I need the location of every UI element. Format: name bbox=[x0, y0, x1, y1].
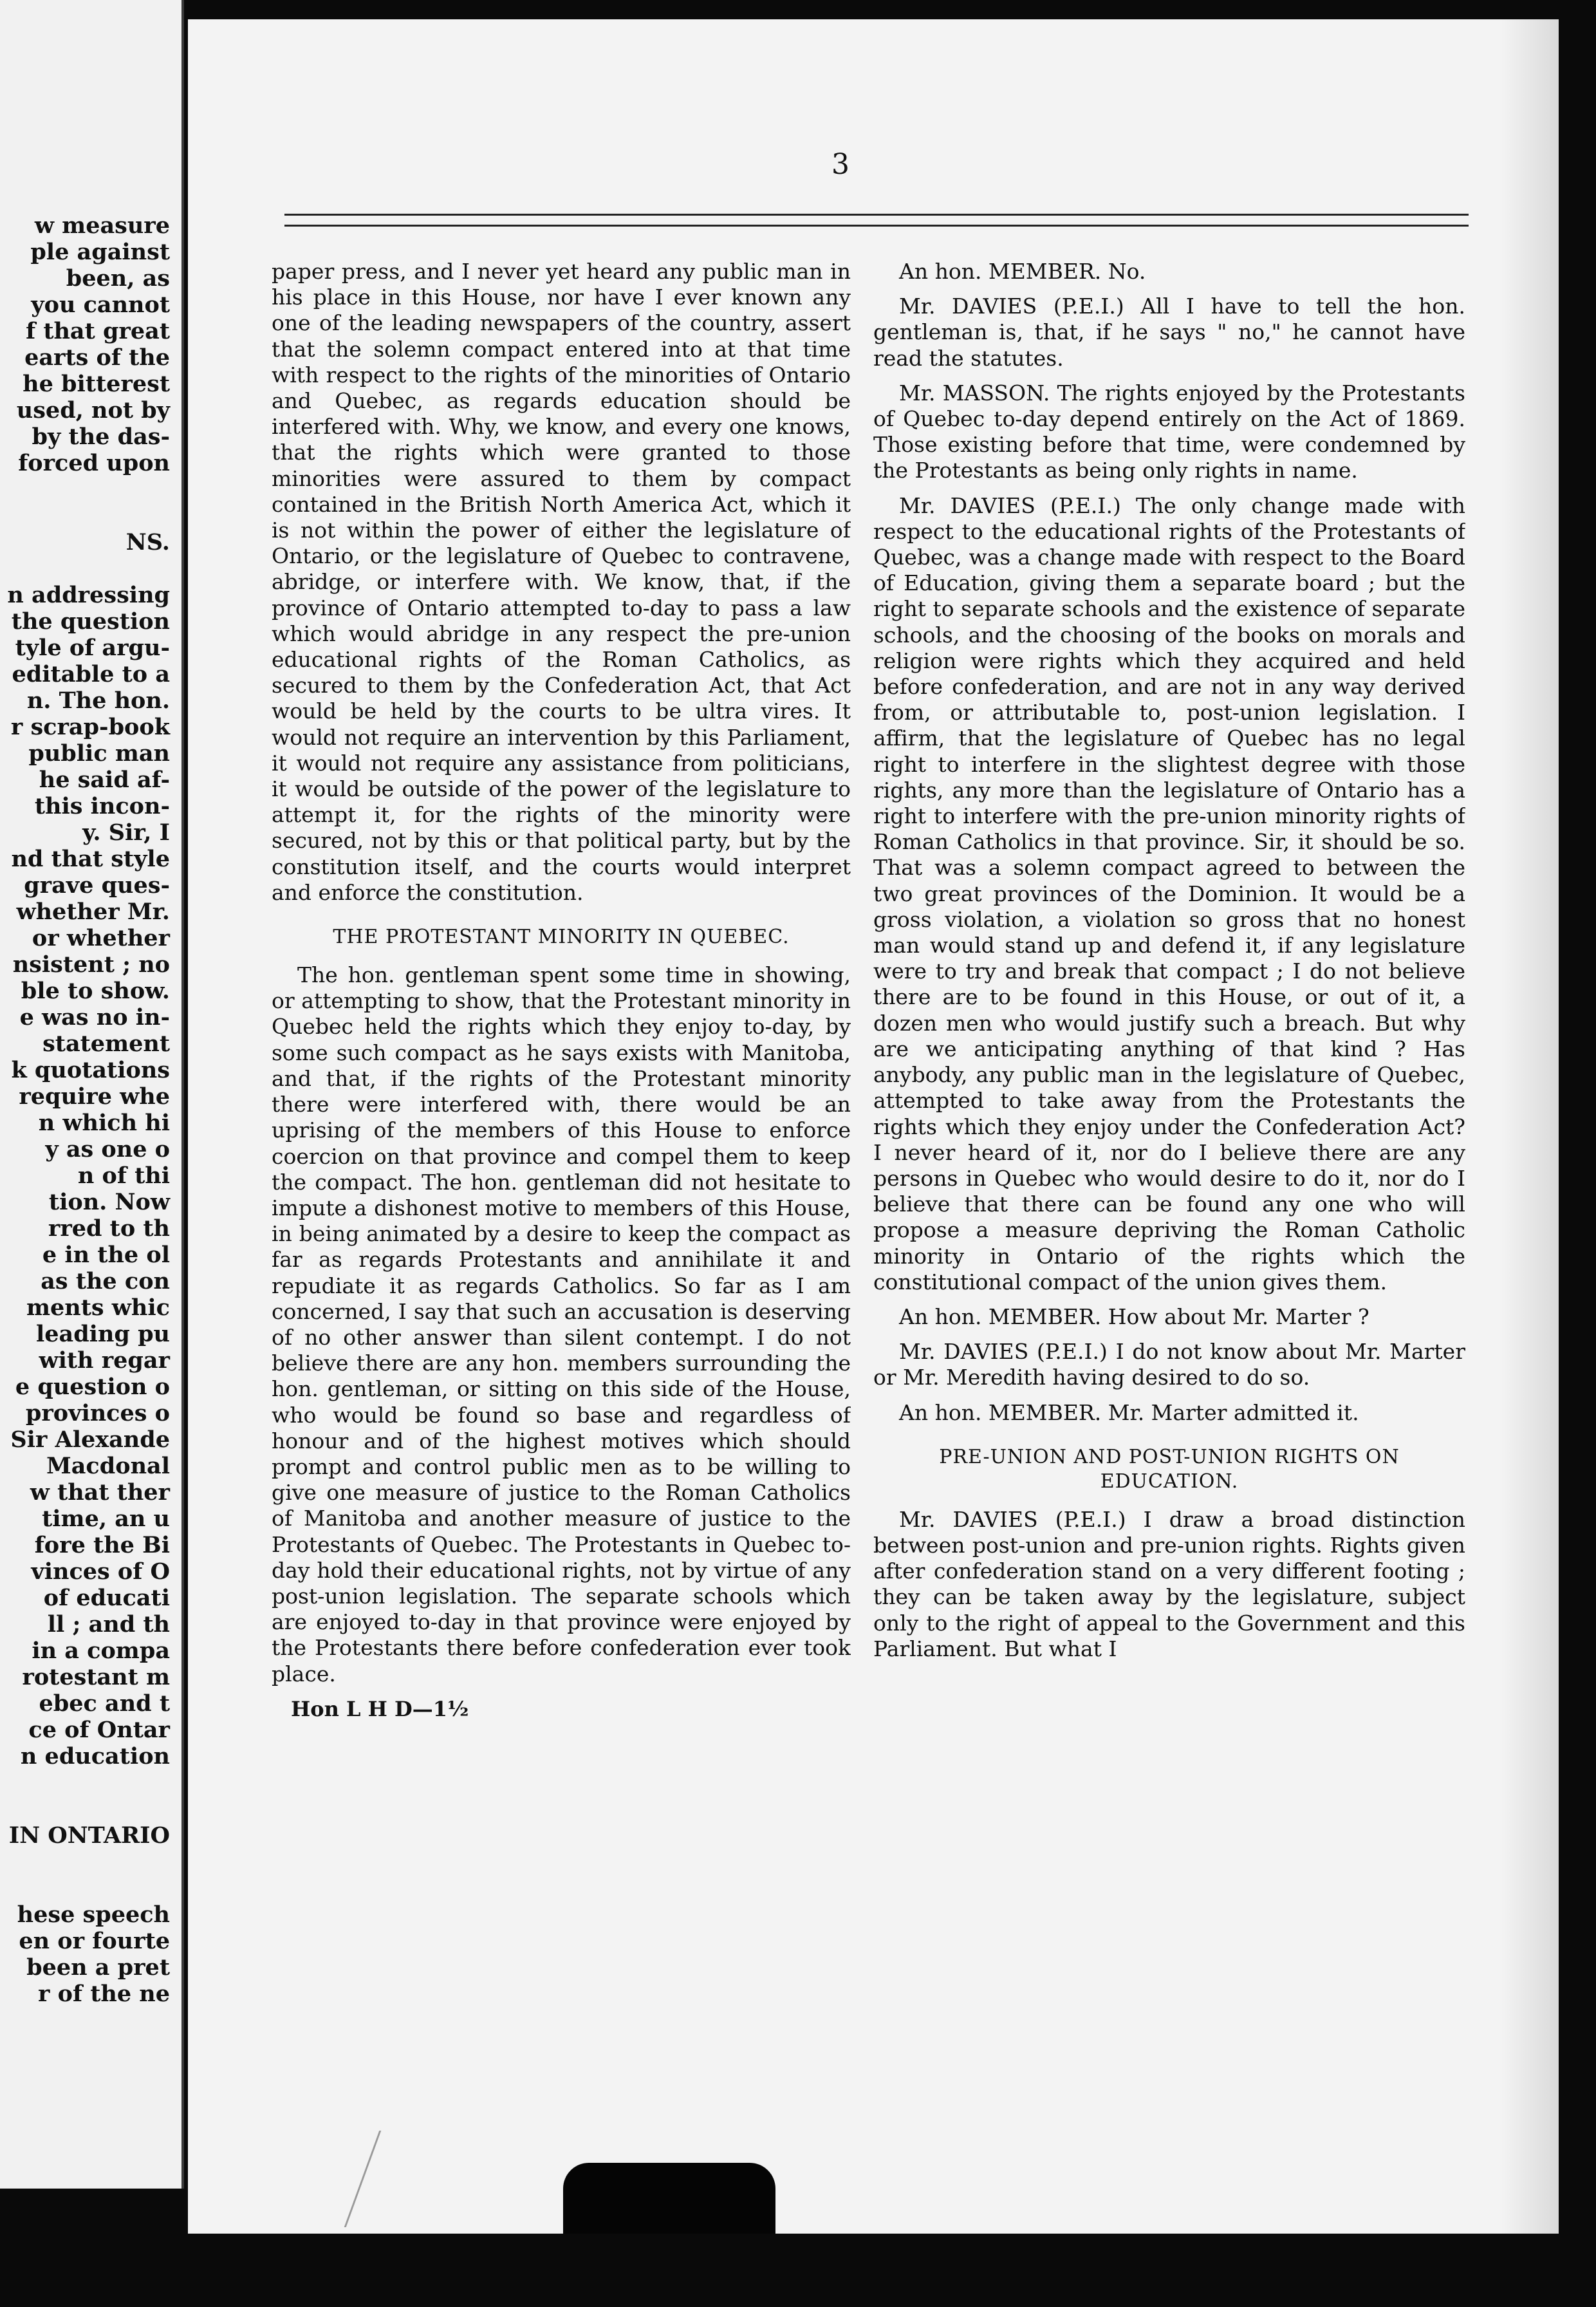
text-fragment: e was no in- bbox=[19, 1004, 170, 1031]
text-fragment: grave ques- bbox=[24, 872, 170, 899]
previous-page-strip bbox=[0, 0, 184, 2189]
page-number: 3 bbox=[831, 148, 849, 181]
section-heading: THE PROTESTANT MINORITY IN QUEBEC. bbox=[333, 926, 790, 949]
text-fragment: tion. Now bbox=[48, 1189, 170, 1215]
text-fragment: n of thi bbox=[77, 1163, 170, 1189]
text-fragment: time, an u bbox=[42, 1506, 170, 1532]
text-fragment: forced upon bbox=[18, 450, 170, 476]
text-fragment bbox=[0, 1875, 170, 1901]
right-column bbox=[873, 259, 1465, 2074]
paragraph: An hon. MEMBER. No. bbox=[899, 259, 1146, 284]
paragraph: Mr. MASSON. The rights enjoyed by the Protestants of Quebec to-day depend entirely on the Act of 1869. Those existing before that time, were condemned by the Protestants as being only rights in name. bbox=[873, 380, 1465, 483]
text-fragment: as the con bbox=[41, 1268, 170, 1294]
paragraph: Mr. DAVIES (P.E.I.) I do not know about Mr. Marter or Mr. Meredith having desired to do so. bbox=[873, 1339, 1465, 1390]
text-fragment: ments whic bbox=[26, 1294, 170, 1321]
text-fragment: ple against bbox=[30, 239, 170, 265]
scan-blot bbox=[563, 2163, 775, 2234]
text-fragment: Sir Alexande bbox=[10, 1426, 170, 1453]
text-fragment: e question o bbox=[15, 1374, 170, 1400]
text-fragment: of educati bbox=[43, 1585, 170, 1611]
text-fragment: with regar bbox=[39, 1347, 170, 1374]
text-fragment bbox=[0, 1770, 170, 1796]
text-fragment: Macdonal bbox=[46, 1453, 170, 1479]
text-fragment: hese speech bbox=[17, 1901, 170, 1928]
previous-page-text-fragments bbox=[0, 212, 170, 2007]
text-fragment: f that great bbox=[26, 318, 170, 344]
text-fragment: he said af- bbox=[39, 767, 170, 793]
text-fragment: tyle of argu- bbox=[15, 635, 170, 661]
text-fragment: r of the ne bbox=[38, 1981, 170, 2007]
text-fragment: ble to show. bbox=[21, 978, 170, 1004]
text-fragment: w that ther bbox=[30, 1479, 170, 1506]
text-fragment: in a compa bbox=[32, 1638, 170, 1664]
text-fragment: require whe bbox=[19, 1083, 170, 1110]
paragraph: Mr. DAVIES (P.E.I.) All I have to tell the hon. gentleman is, that, if he says " no," he cannot have read the statutes. bbox=[873, 294, 1465, 371]
text-fragment: whether Mr. bbox=[16, 899, 170, 925]
text-fragment: nd that style bbox=[11, 846, 170, 872]
text-fragment: leading pu bbox=[35, 1321, 170, 1347]
text-fragment bbox=[0, 556, 170, 582]
text-fragment: n which hi bbox=[38, 1110, 170, 1136]
text-fragment: fore the Bi bbox=[34, 1532, 170, 1558]
text-fragment: or whether bbox=[32, 925, 170, 951]
text-fragment: r scrap-book bbox=[10, 714, 170, 740]
text-fragment: this incon- bbox=[34, 793, 170, 819]
signature-mark: Hon L H D—1½ bbox=[291, 1696, 469, 1721]
text-fragment bbox=[0, 1849, 170, 1875]
text-fragment: ll ; and th bbox=[47, 1611, 170, 1638]
document-page bbox=[188, 19, 1559, 2234]
text-fragment: w measure bbox=[34, 212, 170, 239]
text-fragment: by the das- bbox=[32, 424, 170, 450]
text-fragment: public man bbox=[28, 740, 170, 767]
text-fragment: been, as bbox=[66, 265, 170, 292]
section-heading: PRE-UNION AND POST-UNION RIGHTS ON EDUCATION. bbox=[939, 1445, 1400, 1493]
paragraph: Mr. DAVIES (P.E.I.) The only change made with respect to the educational rights of the Protestants of Quebec, was a change made with respect to the Board of Education, giving them a separate board ; but the right to separate schools and the existence of separate schools, and the choosing of the books on morals and religion were rights which they acquired and held before confederation, and are not in any way derived from, or attributable to, post-union legislation. I affirm, that the legislature of Quebec has no legal right to interfere in the slightest degree with those rights, any more than the legislature of Ontario has a right to interfere with the pre-union minority rights of Roman Catholics in that province. Sir, it should be so. That was a solemn compact agreed to between the two great provinces of the Dominion. It would be a gross violation, a violation so gross that no honest man would stand up and defend it, if any legislature were to try and break that compact ; I do not believe there are to be found in this House, or out of it, a dozen men who would justify such a breach. But why are we anticipating anything of that kind ? Has anybody, any public man in the legislature of Quebec, attempted to take away from the Protestants the rights which they enjoy under the Confederation Act? I never heard of it, nor do I believe there are any persons in Quebec who would desire to do it, nor do I believe that there can be found any one who will propose a measure depriving the Roman Catholic minority in Ontario of the rights which the constitutional compact of the union gives them. bbox=[873, 492, 1465, 1294]
text-fragment: y. Sir, I bbox=[82, 819, 170, 846]
text-fragment: y as one o bbox=[45, 1136, 170, 1163]
paragraph: An hon. MEMBER. Mr. Marter admitted it. bbox=[899, 1399, 1359, 1425]
text-fragment bbox=[0, 476, 170, 503]
text-fragment: en or fourte bbox=[19, 1928, 170, 1954]
text-fragment: he bitterest bbox=[23, 371, 170, 397]
header-double-rule bbox=[284, 214, 1469, 227]
text-fragment: statement bbox=[42, 1031, 170, 1057]
text-fragment bbox=[0, 1796, 170, 1822]
text-fragment: you cannot bbox=[31, 292, 170, 318]
text-fragment: k quotations bbox=[11, 1057, 170, 1083]
text-fragment: provinces o bbox=[25, 1400, 170, 1426]
text-fragment: nsistent ; no bbox=[12, 951, 170, 978]
text-fragment: n. The hon. bbox=[26, 687, 170, 714]
text-fragment: used, not by bbox=[16, 397, 170, 424]
text-fragment: vinces of O bbox=[31, 1558, 170, 1585]
text-fragment: the question bbox=[11, 608, 170, 635]
text-fragment: rred to th bbox=[48, 1215, 170, 1242]
text-fragment: n addressing bbox=[7, 582, 170, 608]
text-fragment: been a pret bbox=[26, 1954, 170, 1981]
text-fragment: editable to a bbox=[12, 661, 170, 687]
text-fragment: earts of the bbox=[24, 344, 170, 371]
page-fold-mark bbox=[344, 2131, 420, 2227]
paragraph: An hon. MEMBER. How about Mr. Marter ? bbox=[899, 1303, 1369, 1329]
paragraph: The hon. gentleman spent some time in showing, or attempting to show, that the Protestant minority in Quebec held the rights which they enjoy to-day, by some such compact as he says exists with Manitoba, and that, if the rights of the Protestant minority there were interfered with, there would be an uprising of the members of this House to enforce coercion on that province and compel them to keep the compact. The hon. gentleman did not hesitate to impute a dishonest motive to members of this House, in being animated by a desire to keep the compact as far as regards Protestants and annihilate it and repudiate it as regards Catholics. So far as I am concerned, I say that such an accusation is deserving of no other answer than silent contempt. I do not believe there are any hon. members surrounding the hon. gentleman, or sitting on this side of the House, who would be found so base and regardless of honour and of the highest motives which should prompt and control public men as to be willing to give one measure of justice to the Roman Catholics of Manitoba and another measure of justice to the Protestants of Quebec. The Protestants in Quebec to-day hold their educational rights, not by virtue of any post-union legislation. The separate schools which are enjoyed to-day in that province were enjoyed by the Protestants there before confederation ever took place. bbox=[272, 962, 851, 1686]
text-fragment: e in the ol bbox=[42, 1242, 170, 1268]
text-fragment: rotestant m bbox=[22, 1664, 170, 1690]
text-fragment: ebec and t bbox=[39, 1690, 170, 1717]
left-column bbox=[272, 259, 851, 2080]
paragraph: paper press, and I never yet heard any public man in his place in this House, nor have I ever known any one of the leading newspapers of the country, assert that the solemn compact entered into at that time with respect to the rights of the minorities of Ontario and Quebec, as regards education should be interfered with. Why, we know, and every one knows, that the rights which were granted to those minorities were assured to them by compact contained in the British North America Act, which it is not within the power of either the legislature of Ontario, or the legislature of Quebec to contravene, abridge, or interfere with. We know, that, if the province of Ontario attempted to-day to pass a law which would abridge in any respect the pre-union educational rights of the Roman Catholics, as secured to them by the Confederation Act, that Act would be held by the courts to be ultra vires. It would not require an intervention by this Parliament, it would not require any assistance from politicians, it would be outside of the power of the legislature to attempt it, for the rights of the minority were secured, not by this or that political party, but by the constitution itself, and the courts would interpret and enforce the constitution. bbox=[272, 259, 851, 905]
text-fragment: ce of Ontar bbox=[28, 1717, 170, 1743]
text-fragment: n education bbox=[20, 1743, 170, 1770]
text-fragment: NS. bbox=[125, 529, 170, 556]
text-fragment bbox=[0, 503, 170, 529]
paragraph: Mr. DAVIES (P.E.I.) I draw a broad distinction between post-union and pre-union rights. Rights given after confederation stand on a very different footing ; they can be taken away by the legislature, subject only to the right of appeal to the Government and this Parliament. But what I bbox=[873, 1506, 1465, 1661]
text-fragment: IN ONTARIO bbox=[8, 1822, 170, 1849]
